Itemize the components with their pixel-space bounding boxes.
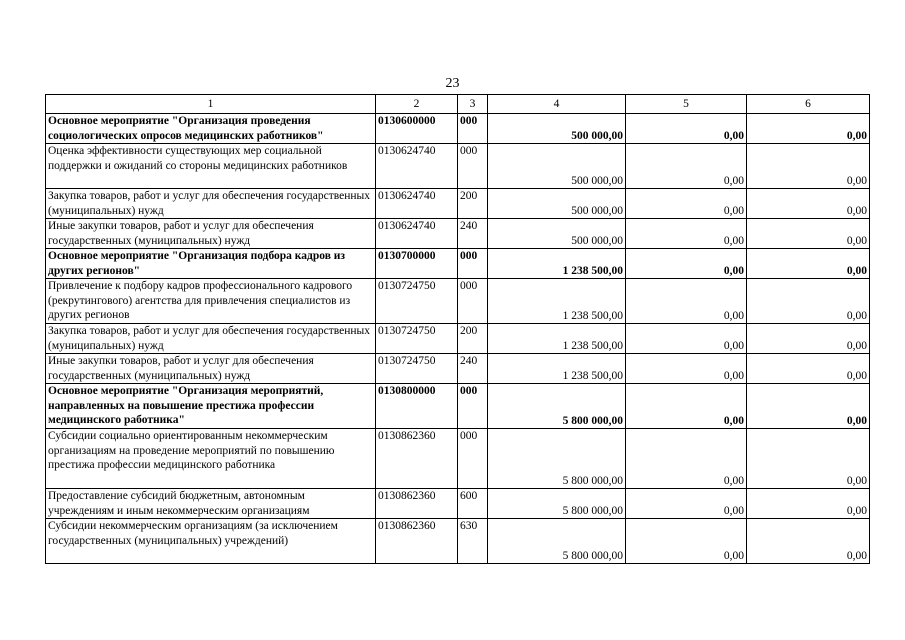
amount-col5-cell: 0,00 <box>626 144 747 189</box>
target-code-cell: 0130862360 <box>376 519 458 564</box>
amount-col4-cell: 5 800 000,00 <box>488 489 626 519</box>
expense-type-cell: 200 <box>458 189 488 219</box>
expense-type-cell: 000 <box>458 144 488 189</box>
amount-col5-cell: 0,00 <box>626 219 747 249</box>
amount-col5-cell: 0,00 <box>626 249 747 279</box>
amount-col4-cell: 500 000,00 <box>488 189 626 219</box>
table-row <box>46 429 870 489</box>
name-cell: Основное мероприятие "Организация подбора кадров из других регионов" <box>46 249 376 279</box>
expense-type-cell: 240 <box>458 354 488 384</box>
budget-table <box>45 94 870 564</box>
amount-col4-cell: 500 000,00 <box>488 219 626 249</box>
target-code-cell: 0130600000 <box>376 114 458 144</box>
amount-col5-cell: 0,00 <box>626 279 747 324</box>
amount-col6-cell: 0,00 <box>747 324 870 354</box>
target-code-cell: 0130724750 <box>376 354 458 384</box>
amount-col5-cell: 0,00 <box>626 189 747 219</box>
page-number: 23 <box>445 76 460 91</box>
expense-type-cell: 000 <box>458 249 488 279</box>
name-cell: Субсидии социально ориентированным некоммерческим организациям на проведение мероприятий по повышению престижа профессии медицинского работника <box>46 429 376 489</box>
amount-col6-cell: 0,00 <box>747 384 870 429</box>
target-code-cell: 0130724750 <box>376 279 458 324</box>
target-code-cell: 0130624740 <box>376 219 458 249</box>
column-header-3: 3 <box>458 95 488 114</box>
amount-col6-cell: 0,00 <box>747 219 870 249</box>
expense-type-cell: 000 <box>458 279 488 324</box>
amount-col6-cell: 0,00 <box>747 189 870 219</box>
target-code-cell: 0130862360 <box>376 429 458 489</box>
amount-col6-cell: 0,00 <box>747 279 870 324</box>
name-cell: Закупка товаров, работ и услуг для обеспечения государственных (муниципальных) нужд <box>46 324 376 354</box>
name-cell: Основное мероприятие "Организация мероприятий, направленных на повышение престижа профессии медицинского работника" <box>46 384 376 429</box>
name-cell: Иные закупки товаров, работ и услуг для обеспечения государственных (муниципальных) нужд <box>46 354 376 384</box>
target-code-cell: 0130724750 <box>376 324 458 354</box>
amount-col4-cell: 5 800 000,00 <box>488 519 626 564</box>
amount-col5-cell: 0,00 <box>626 114 747 144</box>
expense-type-cell: 630 <box>458 519 488 564</box>
amount-col6-cell: 0,00 <box>747 354 870 384</box>
table-row <box>46 249 870 279</box>
amount-col5-cell: 0,00 <box>626 384 747 429</box>
table-row <box>46 324 870 354</box>
table-row <box>46 519 870 564</box>
table-row <box>46 384 870 429</box>
name-cell: Предоставление субсидий бюджетным, автономным учреждениям и иным некоммерческим организациям <box>46 489 376 519</box>
column-header-5: 5 <box>626 95 747 114</box>
target-code-cell: 0130624740 <box>376 189 458 219</box>
amount-col4-cell: 5 800 000,00 <box>488 429 626 489</box>
table-body <box>46 114 870 564</box>
amount-col5-cell: 0,00 <box>626 519 747 564</box>
expense-type-cell: 000 <box>458 384 488 429</box>
amount-col6-cell: 0,00 <box>747 429 870 489</box>
amount-col4-cell: 1 238 500,00 <box>488 324 626 354</box>
expense-type-cell: 000 <box>458 429 488 489</box>
column-header-4: 4 <box>488 95 626 114</box>
amount-col6-cell: 0,00 <box>747 489 870 519</box>
amount-col4-cell: 500 000,00 <box>488 114 626 144</box>
expense-type-cell: 200 <box>458 324 488 354</box>
amount-col5-cell: 0,00 <box>626 354 747 384</box>
name-cell: Иные закупки товаров, работ и услуг для обеспечения государственных (муниципальных) нужд <box>46 219 376 249</box>
target-code-cell: 0130800000 <box>376 384 458 429</box>
amount-col4-cell: 1 238 500,00 <box>488 354 626 384</box>
table-row <box>46 489 870 519</box>
name-cell: Основное мероприятие "Организация проведения социологических опросов медицинских работников" <box>46 114 376 144</box>
name-cell: Закупка товаров, работ и услуг для обеспечения государственных (муниципальных) нужд <box>46 189 376 219</box>
column-header-6: 6 <box>747 95 870 114</box>
column-header-1: 1 <box>46 95 376 114</box>
name-cell: Привлечение к подбору кадров профессионального кадрового (рекрутингового) агентства для привлечения специалистов из других регионов <box>46 279 376 324</box>
amount-col5-cell: 0,00 <box>626 429 747 489</box>
amount-col6-cell: 0,00 <box>747 144 870 189</box>
amount-col6-cell: 0,00 <box>747 249 870 279</box>
amount-col6-cell: 0,00 <box>747 114 870 144</box>
target-code-cell: 0130700000 <box>376 249 458 279</box>
table-header-row <box>46 95 870 114</box>
amount-col4-cell: 1 238 500,00 <box>488 279 626 324</box>
amount-col4-cell: 1 238 500,00 <box>488 249 626 279</box>
amount-col4-cell: 5 800 000,00 <box>488 384 626 429</box>
target-code-cell: 0130624740 <box>376 144 458 189</box>
name-cell: Оценка эффективности существующих мер социальной поддержки и ожиданий со стороны медицинских работников <box>46 144 376 189</box>
amount-col5-cell: 0,00 <box>626 324 747 354</box>
table-row <box>46 114 870 144</box>
table-row <box>46 144 870 189</box>
column-header-2: 2 <box>376 95 458 114</box>
table-row <box>46 189 870 219</box>
expense-type-cell: 600 <box>458 489 488 519</box>
target-code-cell: 0130862360 <box>376 489 458 519</box>
table-row <box>46 219 870 249</box>
amount-col4-cell: 500 000,00 <box>488 144 626 189</box>
name-cell: Субсидии некоммерческим организациям (за исключением государственных (муниципальных) учреждений) <box>46 519 376 564</box>
table-row <box>46 354 870 384</box>
expense-type-cell: 240 <box>458 219 488 249</box>
amount-col5-cell: 0,00 <box>626 489 747 519</box>
amount-col6-cell: 0,00 <box>747 519 870 564</box>
expense-type-cell: 000 <box>458 114 488 144</box>
table-row <box>46 279 870 324</box>
